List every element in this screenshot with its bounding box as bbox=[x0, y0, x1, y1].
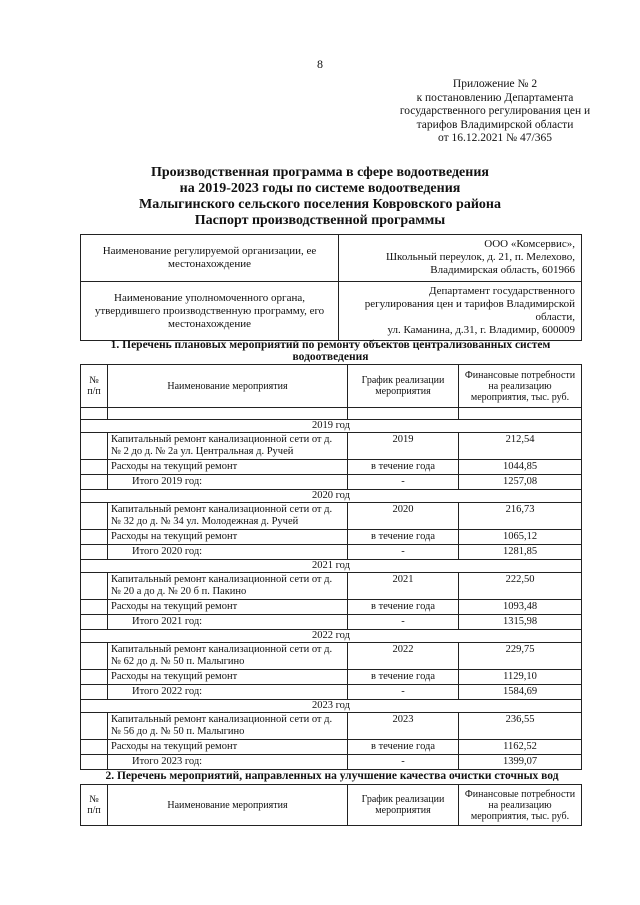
total-schedule: - bbox=[348, 615, 459, 630]
measure-value: 216,73 bbox=[459, 503, 582, 530]
col-header-finance: Финансовые потребности на реализацию мероприятия, тыс. руб. bbox=[459, 785, 582, 826]
col-header-name: Наименование мероприятия bbox=[108, 365, 348, 408]
appendix-line: государственного регулирования цен и bbox=[399, 105, 591, 117]
measure-value: 212,54 bbox=[459, 433, 582, 460]
total-name: Итого 2022 год: bbox=[108, 685, 348, 700]
quality-measures-table bbox=[80, 784, 582, 826]
year-label: 2023 год bbox=[81, 700, 582, 713]
col-header-num: № п/п bbox=[81, 365, 108, 408]
total-row bbox=[81, 615, 582, 630]
measure-value: 222,50 bbox=[459, 573, 582, 600]
table-header-row bbox=[81, 785, 582, 826]
col-header-schedule: График реализации мероприятия bbox=[348, 365, 459, 408]
measure-schedule: в течение года bbox=[348, 670, 459, 685]
total-row bbox=[81, 545, 582, 560]
measure-name: Капитальный ремонт канализационной сети от д. № 56 до д. № 50 п. Малыгино bbox=[108, 713, 348, 740]
passport-row bbox=[81, 282, 582, 341]
year-label: 2019 год bbox=[81, 420, 582, 433]
appendix-line: тарифов Владимирской области bbox=[416, 118, 574, 131]
total-value: 1584,69 bbox=[459, 685, 582, 700]
measure-name: Расходы на текущий ремонт bbox=[108, 670, 348, 685]
total-schedule: - bbox=[348, 755, 459, 770]
measure-name: Капитальный ремонт канализационной сети от д. № 20 а до д. № 20 б п. Пакино bbox=[108, 573, 348, 600]
measure-schedule: 2019 bbox=[348, 433, 459, 460]
total-value: 1281,85 bbox=[459, 545, 582, 560]
total-name: Итого 2019 год: bbox=[108, 475, 348, 490]
measure-value: 229,75 bbox=[459, 643, 582, 670]
total-name: Итого 2023 год: bbox=[108, 755, 348, 770]
measure-schedule: 2020 bbox=[348, 503, 459, 530]
measures-table bbox=[80, 364, 582, 770]
total-value: 1399,07 bbox=[459, 755, 582, 770]
year-row bbox=[81, 700, 582, 713]
year-row bbox=[81, 560, 582, 573]
measure-schedule: в течение года bbox=[348, 600, 459, 615]
table-row bbox=[81, 530, 582, 545]
measure-name: Расходы на текущий ремонт bbox=[108, 530, 348, 545]
measure-schedule: в течение года bbox=[348, 460, 459, 475]
section1-title: 1. Перечень плановых мероприятий по ремонту объектов централизованных систем водоотведения bbox=[110, 339, 551, 363]
table-row bbox=[81, 670, 582, 685]
passport-value-line: ул. Каманина, д.31, г. Владимир, 600009 bbox=[387, 324, 575, 336]
total-schedule: - bbox=[348, 545, 459, 560]
passport-value-line: Владимирская область, 601966 bbox=[430, 264, 575, 276]
passport-value-line: области, bbox=[535, 311, 575, 323]
table-row bbox=[81, 740, 582, 755]
col-header-num: № п/п bbox=[81, 785, 108, 826]
table-row bbox=[81, 713, 582, 740]
table-row bbox=[81, 600, 582, 615]
measure-schedule: 2022 bbox=[348, 643, 459, 670]
measure-name: Капитальный ремонт канализационной сети от д. № 32 до д. № 34 ул. Молодежная д. Ручей bbox=[108, 503, 348, 530]
title-line: Паспорт производственной программы bbox=[194, 213, 446, 228]
measure-schedule: в течение года bbox=[348, 740, 459, 755]
total-name: Итого 2020 год: bbox=[108, 545, 348, 560]
table-row bbox=[81, 503, 582, 530]
measure-value: 236,55 bbox=[459, 713, 582, 740]
col-header-name: Наименование мероприятия bbox=[108, 785, 348, 826]
measure-name: Расходы на текущий ремонт bbox=[108, 740, 348, 755]
passport-label: Наименование регулируемой организации, ее местонахождение bbox=[81, 235, 339, 282]
title-line: Малыгинского сельского поселения Ковровского района bbox=[139, 197, 501, 212]
measure-name: Капитальный ремонт канализационной сети от д. № 2 до д. № 2а ул. Центральная д. Ручей bbox=[108, 433, 348, 460]
passport-row bbox=[81, 235, 582, 282]
measure-value: 1162,52 bbox=[459, 740, 582, 755]
table-row bbox=[81, 643, 582, 670]
section2-title: 2. Перечень мероприятий, направленных на улучшение качества очистки сточных вод bbox=[105, 770, 559, 782]
document-title bbox=[60, 165, 580, 229]
total-name: Итого 2021 год: bbox=[108, 615, 348, 630]
total-value: 1257,08 bbox=[459, 475, 582, 490]
measure-name: Расходы на текущий ремонт bbox=[108, 600, 348, 615]
measure-schedule: 2021 bbox=[348, 573, 459, 600]
passport-value bbox=[339, 282, 582, 341]
year-label: 2022 год bbox=[81, 630, 582, 643]
appendix-block bbox=[350, 78, 640, 146]
passport-table bbox=[80, 234, 582, 341]
passport-label: Наименование уполномоченного органа, утвердившего производственную программу, его местонахождение bbox=[81, 282, 339, 341]
passport-value-line: Департамент государственного bbox=[428, 285, 575, 297]
measure-schedule: 2023 bbox=[348, 713, 459, 740]
passport-value-line: Школьный переулок, д. 21, п. Мелехово, bbox=[385, 251, 575, 263]
total-row bbox=[81, 475, 582, 490]
measure-name: Капитальный ремонт канализационной сети от д. № 62 до д. № 50 п. Малыгино bbox=[108, 643, 348, 670]
total-schedule: - bbox=[348, 475, 459, 490]
measure-value: 1093,48 bbox=[459, 600, 582, 615]
title-line: на 2019-2023 годы по системе водоотведения bbox=[179, 181, 461, 196]
col-header-finance: Финансовые потребности на реализацию мероприятия, тыс. руб. bbox=[459, 365, 582, 408]
year-row bbox=[81, 490, 582, 503]
table-row bbox=[81, 460, 582, 475]
total-row bbox=[81, 755, 582, 770]
total-schedule: - bbox=[348, 685, 459, 700]
year-row bbox=[81, 630, 582, 643]
year-row bbox=[81, 420, 582, 433]
year-label: 2020 год bbox=[81, 490, 582, 503]
measure-schedule: в течение года bbox=[348, 530, 459, 545]
measure-value: 1044,85 bbox=[459, 460, 582, 475]
passport-value-line: ООО «Комсервис», bbox=[484, 238, 575, 250]
measure-name: Расходы на текущий ремонт bbox=[108, 460, 348, 475]
appendix-line: Приложение № 2 bbox=[452, 78, 538, 90]
passport-value-line: регулирования цен и тарифов Владимирской bbox=[364, 298, 575, 310]
table-header-row bbox=[81, 365, 582, 408]
appendix-line: от 16.12.2021 № 47/365 bbox=[438, 132, 552, 144]
measure-value: 1129,10 bbox=[459, 670, 582, 685]
total-value: 1315,98 bbox=[459, 615, 582, 630]
col-header-schedule: График реализации мероприятия bbox=[348, 785, 459, 826]
page-number: 8 bbox=[317, 57, 323, 71]
table-row bbox=[81, 433, 582, 460]
title-line: Производственная программа в сфере водоотведения bbox=[151, 165, 489, 180]
measure-value: 1065,12 bbox=[459, 530, 582, 545]
appendix-line: к постановлению Департамента bbox=[416, 91, 574, 104]
passport-value bbox=[339, 235, 582, 282]
spacer-row bbox=[81, 408, 582, 420]
table-row bbox=[81, 573, 582, 600]
total-row bbox=[81, 685, 582, 700]
year-label: 2021 год bbox=[81, 560, 582, 573]
